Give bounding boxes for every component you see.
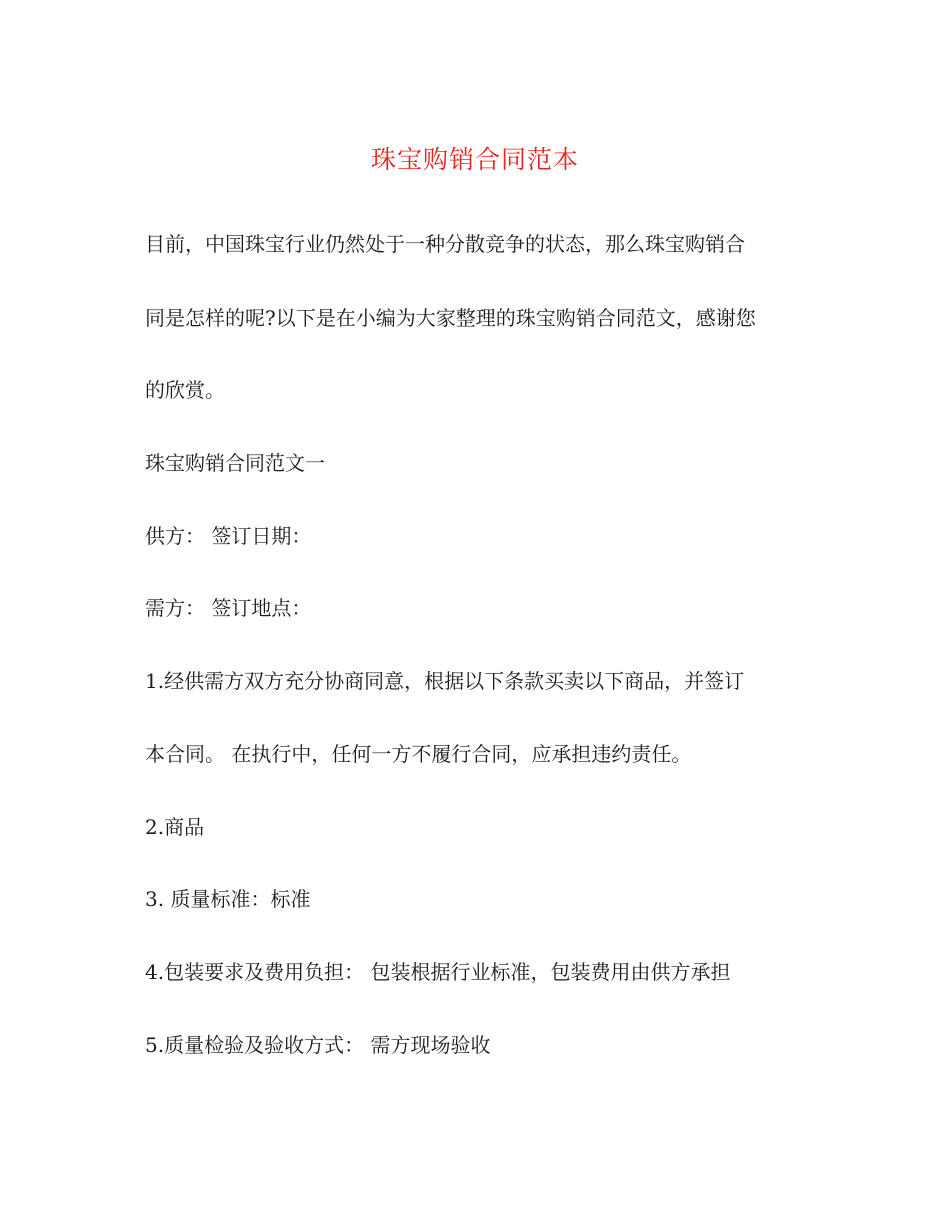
supplier-line: 供方： 签订日期： [145,524,312,548]
clause-5: 5.质量检验及验收方式： 需方现场验收 [145,1033,491,1057]
clause-2: 2.商品 [145,815,205,839]
body-line-3: 的欣赏。 [145,378,225,402]
section-heading: 珠宝购销合同范文一 [145,451,325,475]
clause-1-line-1: 1.经供需方双方充分协商同意，根据以下条款买卖以下商品，并签订 [145,669,745,693]
clause-1-line-2: 本合同。 在执行中，任何一方不履行合同，应承担违约责任。 [145,742,692,766]
buyer-line: 需方： 签订地点： [145,596,312,620]
clause-3: 3. 质量标准：标准 [145,887,311,911]
document-title: 珠宝购销合同范本 [370,145,579,174]
clause-4: 4.包装要求及费用负担： 包装根据行业标准，包装费用由供方承担 [145,960,731,984]
body-line-1: 目前，中国珠宝行业仍然处于一种分散竞争的状态，那么珠宝购销合 [145,232,745,256]
body-line-2: 同是怎样的呢?以下是在小编为大家整理的珠宝购销合同范文，感谢您 [145,306,756,330]
